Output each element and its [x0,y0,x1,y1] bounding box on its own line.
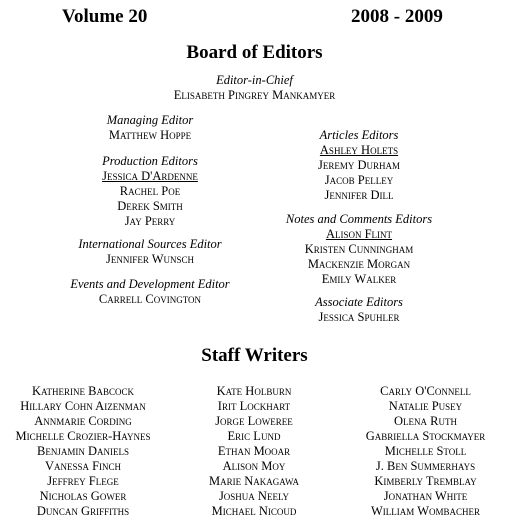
editor-in-chief-group [0,73,509,103]
writer-name: Nicholas Gower [39,489,127,503]
board-of-editors-heading: Board of Editors [186,42,323,63]
role-title: International Sources Editor [78,237,222,251]
writer-name: Jorge Loweree [215,414,293,428]
editor-name: Derek Smith [117,199,183,213]
volume-label: Volume 20 [62,6,148,27]
editor-name: Jessica D'Ardenne [102,169,198,183]
managing-editor-group [40,113,260,143]
writer-name: Michelle Crozier-Haynes [15,429,151,443]
writer-name: Michael Nicoud [211,504,297,518]
international-sources-editor-group [40,237,260,267]
writer-name: Ethan Mooar [217,444,291,458]
writer-name: Gabriella Stockmayer [365,429,486,443]
writer-name: Michelle Stoll [384,444,467,458]
writer-name: Kate Holburn [216,384,292,398]
staff-writers-heading: Staff Writers [201,345,308,366]
editor-name: Jacob Pelley [324,173,394,187]
writer-name: Natalie Pusey [388,399,463,413]
editor-name: Elisabeth Pingrey Mankamyer [173,88,336,102]
staff-column-2 [166,384,342,519]
writer-name: Jonathan White [383,489,468,503]
writer-name: William Wombacher [371,504,480,518]
year-range: 2008 - 2009 [351,6,443,27]
role-title: Articles Editors [319,128,399,142]
articles-editors-group [249,128,469,203]
writer-name: Annmarie Cording [34,414,132,428]
editor-name: Kristen Cunningham [304,242,414,256]
role-title: Notes and Comments Editors [285,212,433,226]
writer-name: Katherine Babcock [32,384,134,398]
writer-name: Duncan Griffiths [36,504,130,518]
associate-editors-group [249,295,469,325]
writer-name: Irit Lockhart [217,399,291,413]
role-title: Managing Editor [106,113,194,127]
role-title: Events and Development Editor [70,277,230,291]
writer-name: Benjamin Daniels [37,444,129,458]
role-title: Editor-in-Chief [216,73,293,87]
editor-name: Rachel Poe [119,184,181,198]
writer-name: Jeffrey Flege [47,474,119,488]
writer-name: J. Ben Summerhays [375,459,476,473]
editor-name: Jeremy Durham [317,158,401,172]
staff-column-1 [0,384,166,519]
role-title: Production Editors [102,154,198,168]
writer-name: Vanessa Finch [44,459,122,473]
editor-name: Matthew Hoppe [108,128,192,142]
writer-name: Marie Nakagawa [208,474,300,488]
writer-name: Olena Ruth [394,414,457,428]
notes-comments-editors-group [249,212,469,287]
writer-name: Hillary Cohn Aizenman [20,399,146,413]
editor-name: Jessica Spuhler [318,310,400,324]
staff-column-3 [342,384,509,519]
editor-name: Jennifer Wunsch [105,252,195,266]
role-title: Associate Editors [315,295,403,309]
events-development-editor-group [40,277,260,307]
production-editors-group [40,154,260,229]
editor-name: Alison Flint [325,227,393,241]
writer-name: Alison Moy [222,459,286,473]
writer-name: Kimberly Tremblay [374,474,477,488]
editor-name: Carrell Covington [98,292,202,306]
writer-name: Carly O'Connell [380,384,471,398]
editor-name: Jennifer Dill [324,188,394,202]
writer-name: Eric Lund [227,429,281,443]
editor-name: Emily Walker [321,272,397,286]
writer-name: Joshua Neely [218,489,290,503]
editor-name: Jay Perry [124,214,176,228]
editor-name: Ashley Holets [319,143,399,157]
editor-name: Mackenzie Morgan [307,257,411,271]
